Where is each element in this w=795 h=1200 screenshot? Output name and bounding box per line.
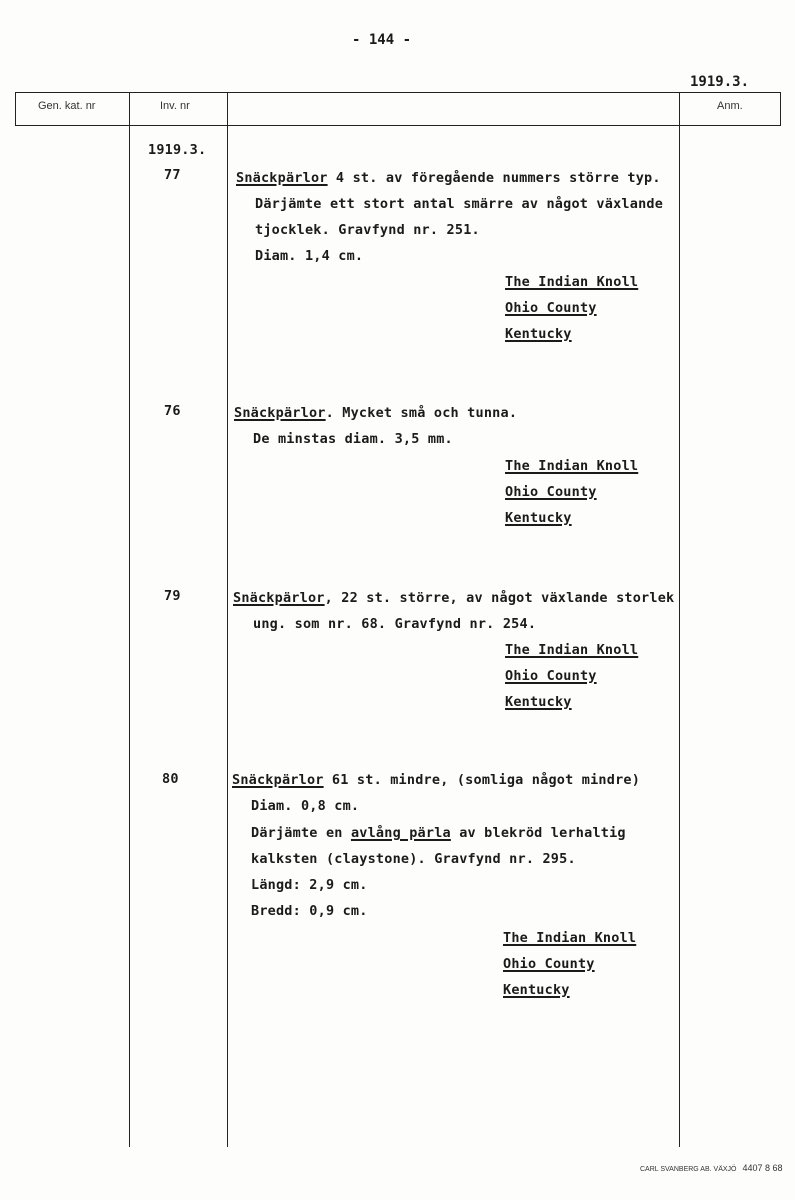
- location-county: Ohio County: [505, 484, 597, 500]
- location-county: Ohio County: [505, 668, 597, 684]
- group-reference: 1919.3.: [148, 142, 207, 158]
- location-county: Ohio County: [505, 300, 597, 316]
- entry-term: Snäckpärlor: [232, 772, 324, 788]
- location-site: The Indian Knoll: [505, 458, 639, 474]
- location-site: The Indian Knoll: [505, 642, 639, 658]
- printer-imprint: CARL SVANBERG AB. VÄXJÖ 4407 8 68: [640, 1163, 783, 1173]
- location-state: Kentucky: [505, 510, 572, 526]
- location-state: Kentucky: [505, 326, 572, 342]
- entry-term: Snäckpärlor: [236, 170, 328, 186]
- entry-description-line: Snäckpärlor. Mycket små och tunna.: [234, 405, 518, 421]
- entry-term: Snäckpärlor: [233, 590, 325, 606]
- entry-description-line: Bredd: 0,9 cm.: [251, 903, 368, 919]
- inventory-number: 76: [164, 403, 181, 419]
- entry-description-line: Därjämte ett stort antal smärre av något växlande: [255, 196, 664, 212]
- inventory-number: 80: [162, 771, 179, 787]
- entry-description-line: kalksten (claystone). Gravfynd nr. 295.: [251, 851, 576, 867]
- entry-description-line: ung. som nr. 68. Gravfynd nr. 254.: [253, 616, 537, 632]
- location-state: Kentucky: [505, 694, 572, 710]
- column-header-gen-kat: Gen. kat. nr: [38, 100, 96, 112]
- location-county: Ohio County: [503, 956, 595, 972]
- inventory-number: 79: [164, 588, 181, 604]
- column-header-inv: Inv. nr: [160, 100, 190, 112]
- page-number: - 144 -: [352, 32, 412, 48]
- location-site: The Indian Knoll: [505, 274, 639, 290]
- entry-description-line: Längd: 2,9 cm.: [251, 877, 368, 893]
- table-left-border: [15, 92, 16, 126]
- entry-term: Snäckpärlor: [234, 405, 326, 421]
- location-site: The Indian Knoll: [503, 930, 637, 946]
- entry-description-line: Diam. 1,4 cm.: [255, 248, 364, 264]
- entry-description-line: Därjämte en avlång pärla av blekröd lerhaltig: [251, 825, 626, 841]
- inventory-number: 77: [164, 167, 181, 183]
- location-state: Kentucky: [503, 982, 570, 998]
- column-divider-inv-text: [227, 92, 228, 1147]
- column-divider-gen-inv: [129, 92, 130, 1147]
- form-code: 4407 8 68: [742, 1163, 783, 1173]
- page-reference: 1919.3.: [690, 74, 750, 90]
- column-header-anm: Anm.: [717, 100, 743, 112]
- entry-description-line: tjocklek. Gravfynd nr. 251.: [255, 222, 480, 238]
- entry-description-line: De minstas diam. 3,5 mm.: [253, 431, 453, 447]
- entry-term: avlång pärla: [350, 825, 451, 841]
- entry-description-line: Snäckpärlor 61 st. mindre, (somliga något mindre): [232, 772, 641, 788]
- entry-description-line: Snäckpärlor 4 st. av föregående nummers större typ.: [236, 170, 661, 186]
- table-right-border: [780, 92, 781, 126]
- entry-description-line: Snäckpärlor, 22 st. större, av något växlande storlek: [233, 590, 675, 606]
- entry-description-line: Diam. 0,8 cm.: [251, 798, 360, 814]
- column-divider-text-anm: [679, 92, 680, 1147]
